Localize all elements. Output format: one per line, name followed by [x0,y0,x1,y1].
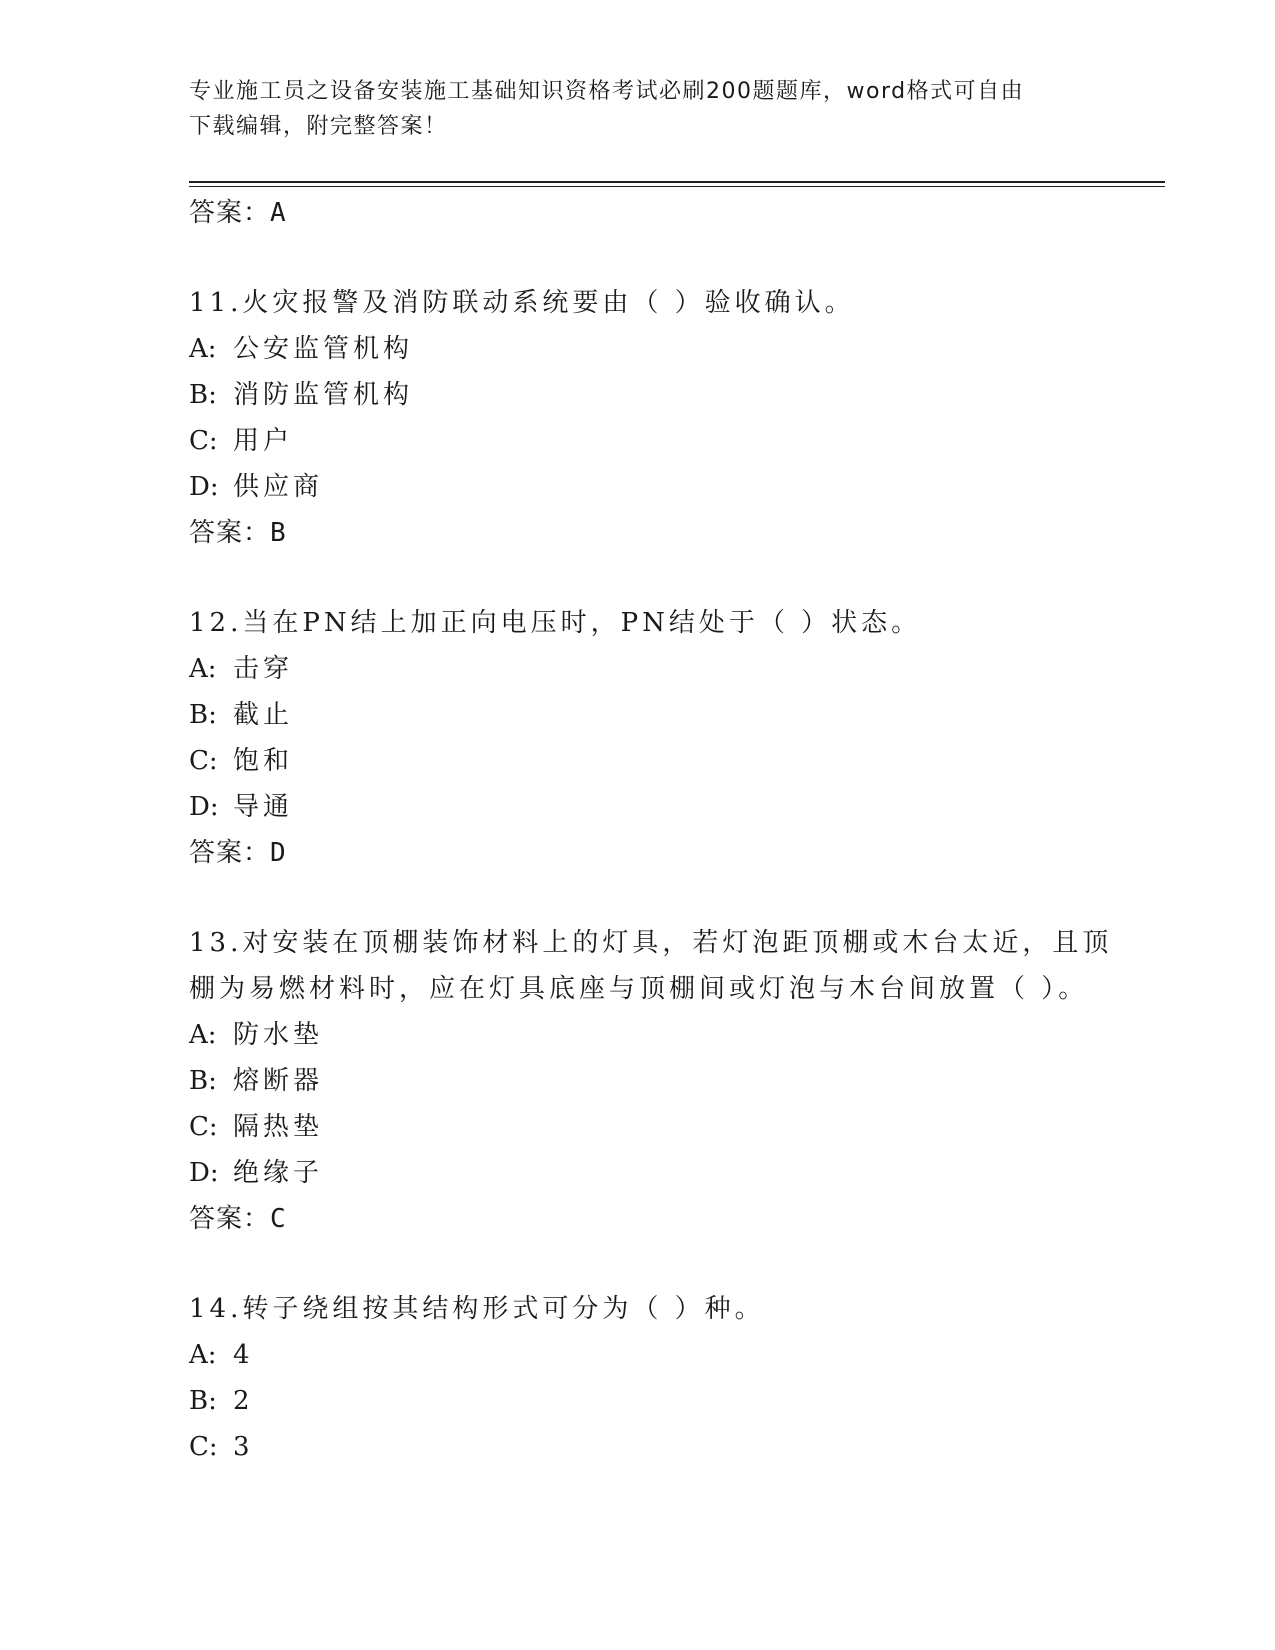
option-b [189,1058,1165,1104]
answer-line [189,830,1165,876]
option-letter: C: [189,746,218,776]
header-line-1: 专业施工员之设备安装施工基础知识资格考试必刷200题题库，word格式可自由 [189,79,1025,104]
option-text: 公安监管机构 [233,334,414,364]
answer-value: C [270,1204,287,1234]
option-letter: A: [189,334,217,364]
header-divider [189,181,1165,187]
answer-line [189,510,1165,556]
question-text-continued: 棚为易燃材料时，应在灯具底座与顶棚间或灯泡与木台间放置（ ）。 [189,974,1089,1004]
option-text: 防水垫 [233,1020,324,1050]
option-text: 4 [233,1340,254,1370]
option-a [189,1012,1165,1058]
question-text: 11.火灾报警及消防联动系统要由（ ）验收确认。 [189,288,855,318]
answer-value: A [270,198,287,228]
option-letter: A: [189,1020,217,1050]
option-b [189,1378,1165,1424]
option-b [189,372,1165,418]
option-text: 绝缘子 [233,1158,324,1188]
option-c [189,1104,1165,1150]
option-text: 击穿 [233,654,294,684]
answer-label: 答案： [189,838,271,868]
option-letter: B: [189,1066,217,1096]
option-text: 3 [233,1432,254,1462]
option-text: 供应商 [233,472,324,502]
question-list [189,190,1165,1470]
option-text: 导通 [233,792,294,822]
option-text: 用户 [233,426,294,456]
option-letter: D: [189,472,219,502]
option-text: 饱和 [233,746,294,776]
option-c [189,418,1165,464]
option-letter: C: [189,426,218,456]
option-text: 消防监管机构 [233,380,414,410]
option-c [189,738,1165,784]
option-letter: C: [189,1432,218,1462]
answer-value: D [270,838,287,868]
option-letter: D: [189,1158,219,1188]
option-d [189,1150,1165,1196]
question-text: 13.对安装在顶棚装饰材料上的灯具，若灯泡距顶棚或木台太近，且顶 [189,928,1113,958]
option-letter: D: [189,792,219,822]
option-a [189,646,1165,692]
answer-line [189,190,1165,236]
document-header [189,74,1089,144]
option-d [189,464,1165,510]
question-block [189,920,1165,1242]
answer-line [189,1196,1165,1242]
answer-label: 答案： [189,518,271,548]
option-letter: A: [189,1340,217,1370]
answer-value: B [270,518,287,548]
option-letter: A: [189,654,217,684]
answer-label: 答案： [189,198,271,228]
option-text: 隔热垫 [233,1112,324,1142]
question-block [189,600,1165,876]
question-text: 14.转子绕组按其结构形式可分为（ ）种。 [189,1294,765,1324]
question-text: 12.当在PN结上加正向电压时，PN结处于（ ）状态。 [189,608,922,638]
option-letter: B: [189,700,217,730]
question-block [189,280,1165,556]
option-text: 2 [233,1386,254,1416]
header-line-2: 下载编辑，附完整答案！ [189,114,448,139]
option-a [189,326,1165,372]
option-d [189,784,1165,830]
question-block [189,1286,1165,1470]
option-letter: B: [189,1386,217,1416]
option-text: 截止 [233,700,294,730]
option-letter: B: [189,380,217,410]
option-b [189,692,1165,738]
option-a [189,1332,1165,1378]
answer-label: 答案： [189,1204,271,1234]
option-letter: C: [189,1112,218,1142]
option-c [189,1424,1165,1470]
option-text: 熔断器 [233,1066,324,1096]
